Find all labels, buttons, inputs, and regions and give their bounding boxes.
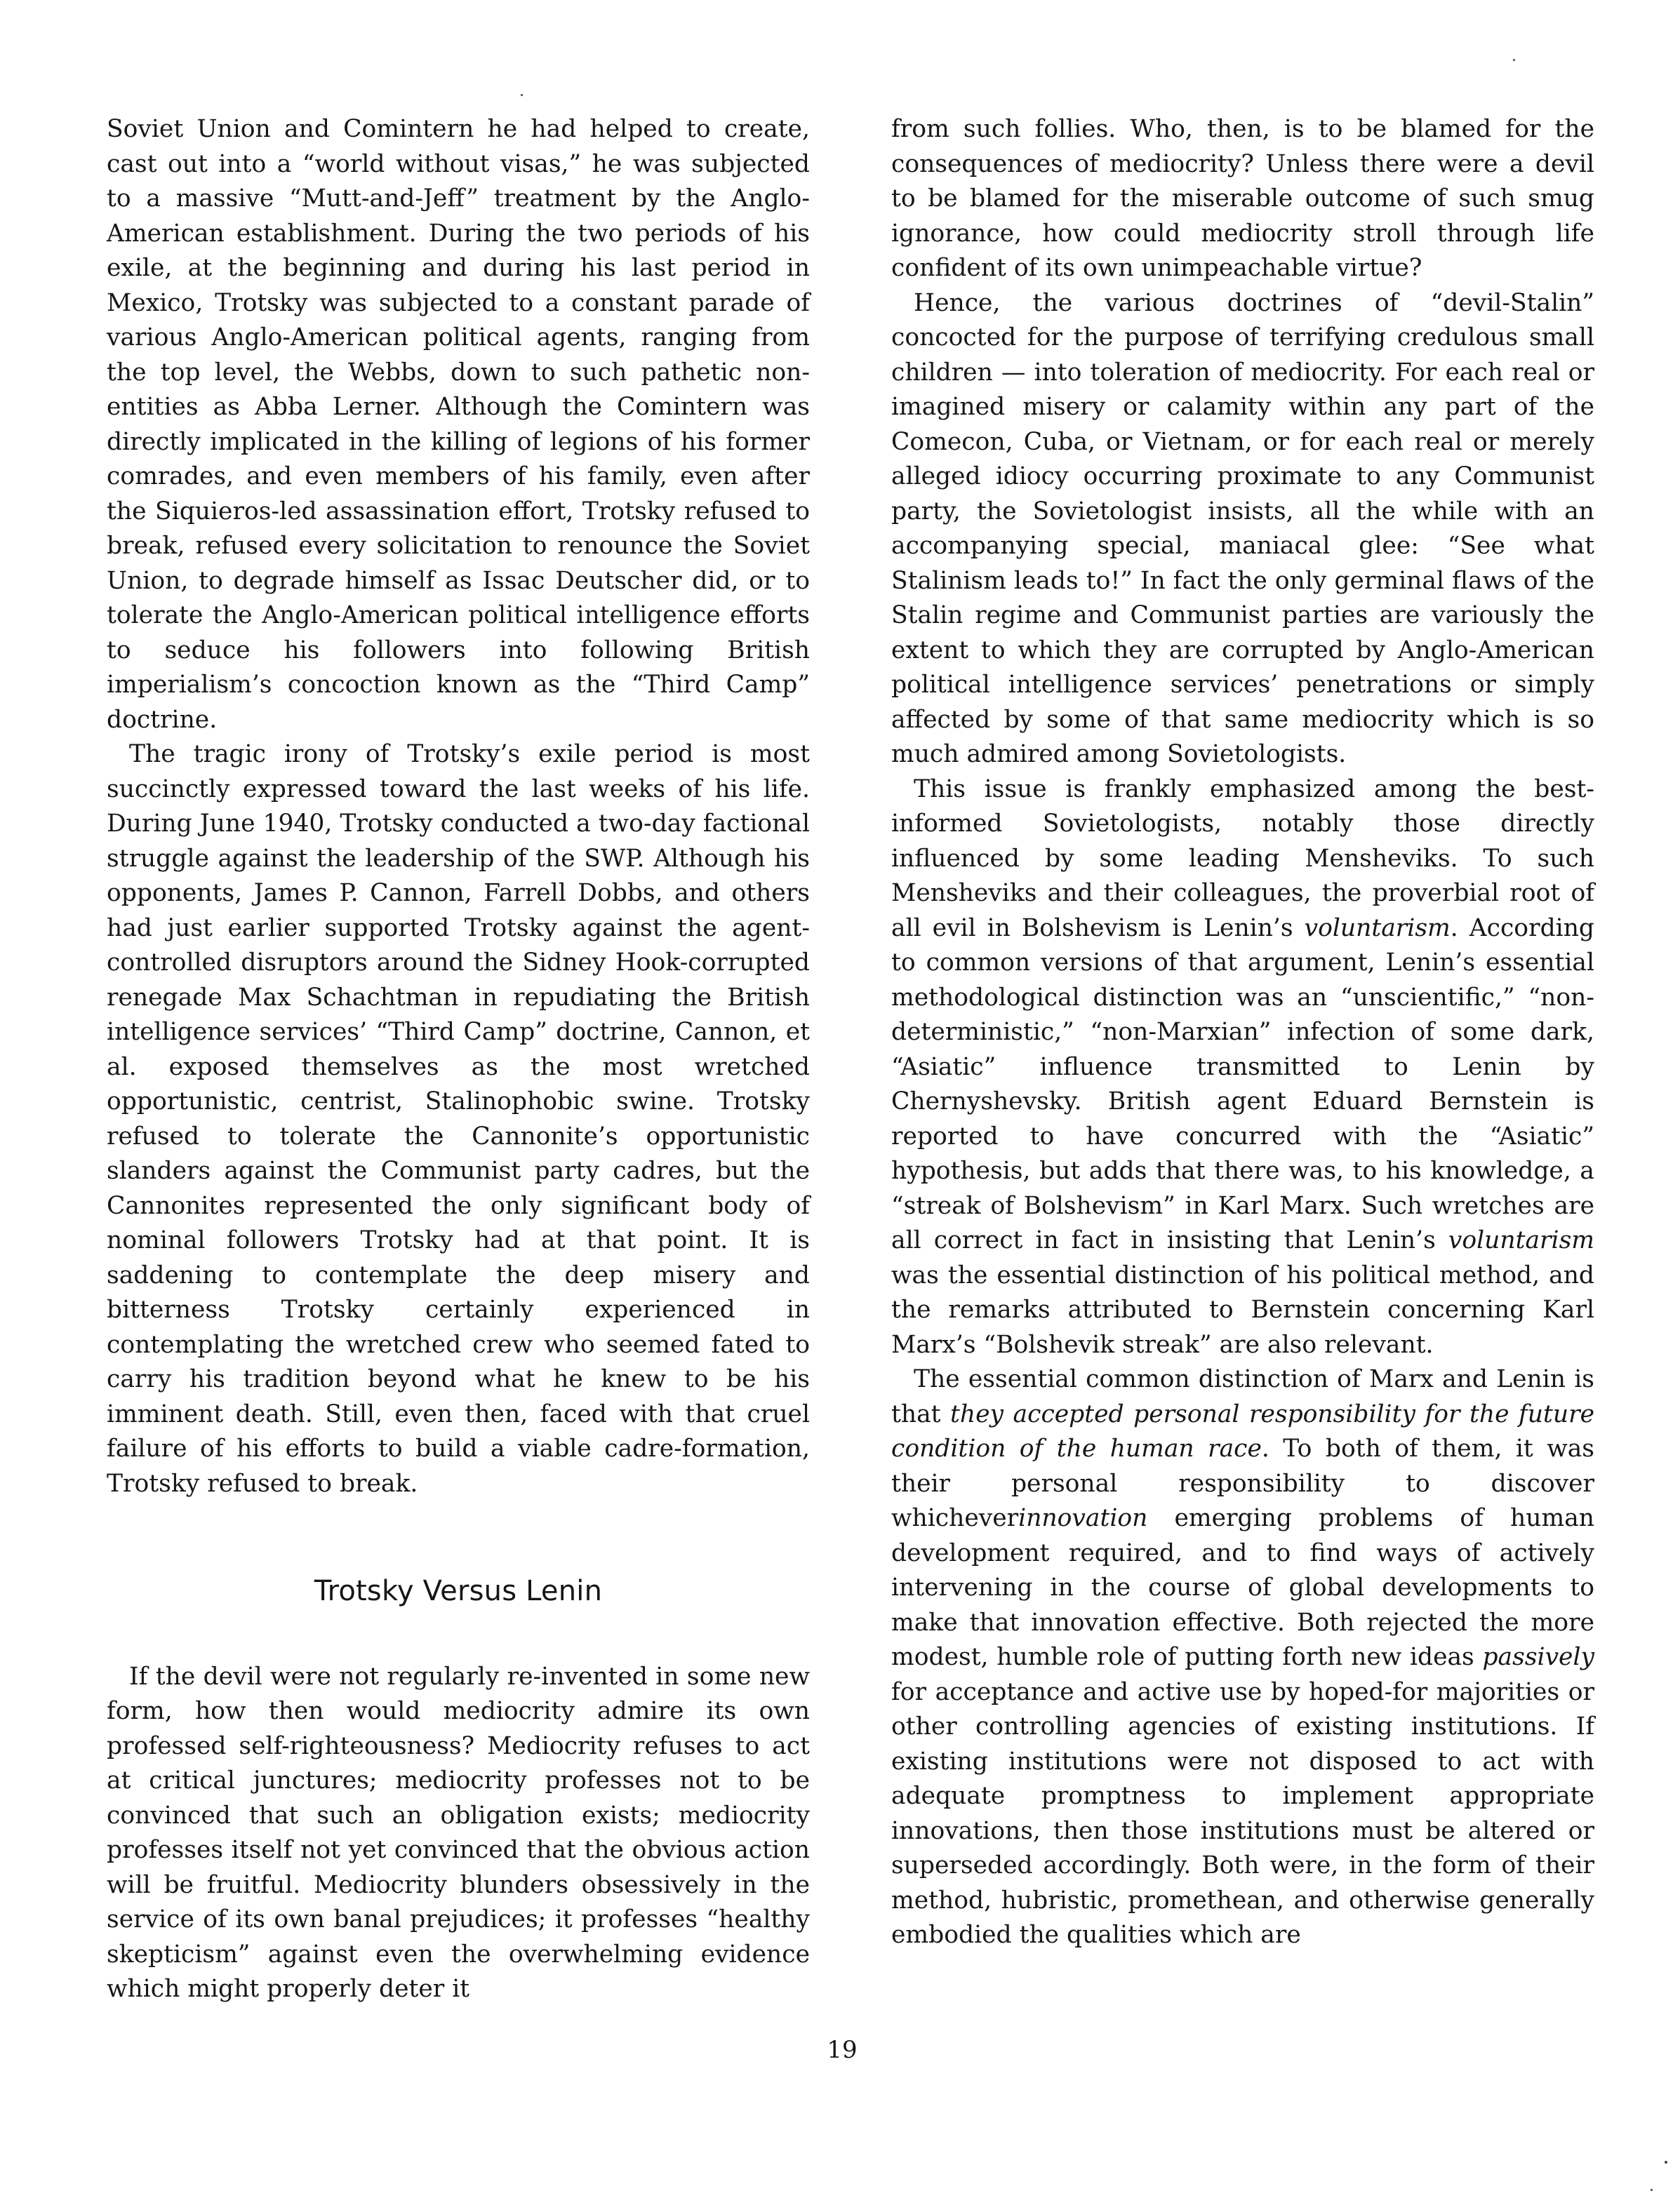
- text-run: . To both of them, it was their personal responsibility to discover whichever: [891, 1435, 1595, 1532]
- emphasis-innovation: innovation: [1018, 1504, 1148, 1532]
- paragraph-devil-reinvented: If the devil were not regularly re-invented in some new form, how then would mediocrity admire its own professed self-righteousness? Mediocrity refuses to act at critical junctures; mediocrity professes not to be convinced that such an obligation exists; mediocrity professes itself not yet convinced that the obvious action will be fruitful. Mediocrity blunders obsessively in the service of its own banal prejudices; it professes “healthy skepticism” against even the overwhelming evidence which might properly deter it: [107, 1662, 810, 2003]
- text-run: for acceptance and active use by hoped-for majorities or other controlling agencies of existing institutions. If existing institutions were not disposed to act with adequate promptness to implement appropriate innovations, then those institutions must be altered or superseded accordingly. Both were, in the form of their method, hubristic, promethean, and otherwise generally embodied the qualities which are: [891, 1677, 1594, 1949]
- paragraph-follies-continuation: from such follies. Who, then, is to be blamed for the consequences of mediocrity? Unless there were a devil to be blamed for the miserable outcome of such smug ignorance, how could mediocrity stroll through life confident of its own unimpeachable virtue?: [891, 115, 1594, 282]
- text-run: was the essential distinction of his political method, and the remarks attributed to Bernstein concerning Karl Marx’s “Bolshevik streak” are also relevant.: [891, 1261, 1594, 1359]
- emphasis-voluntarism: voluntarism: [1448, 1226, 1594, 1254]
- paragraph-tragic-irony: The tragic irony of Trotsky’s exile period is most succinctly expressed toward the last weeks of his life. During June 1940, Trotsky conducted a two-day factional struggle against the leadership of the SWP. Although his opponents, James P. Cannon, Farrell Dobbs, and others had just earlier supported Trotsky against the agent-controlled disruptors around the Sidney Hook-corrupted renegade Max Schachtman in repudiating the British intelligence services’ “Third Camp” doctrine, Cannon, et al. exposed themselves as the most wretched opportunistic, centrist, Stalinophobic swine. Trotsky refused to tolerate the Cannonite’s opportunistic slanders against the Communist party cadres, but the Cannonites represented the only significant body of nominal followers Trotsky had at that point. It is saddening to contemplate the deep misery and bitterness Trotsky certainly experienced in contemplating the wretched crew who seemed fated to carry his tradition beyond what he knew to be his imminent death. Still, even then, faced with that cruel failure of his efforts to build a viable cadre-formation, Trotsky refused to break.: [107, 740, 810, 1498]
- emphasis-passively: passively: [1482, 1643, 1594, 1671]
- text-run: . According to common versions of that argument, Lenin’s essential methodological distinction was an “unscientific,” “non-deterministic,” “non-Marxian” infection of some dark, “Asiatic” influence transmitted to Lenin by Chernyshevsky. British agent Eduard Bernstein is reported to have concurred with the “Asiatic” hypothesis, but adds that there was, to his knowledge, a “streak of Bolshevism” in Karl Marx. Such wretches are all correct in fact in insisting that Lenin’s: [891, 913, 1594, 1254]
- section-heading: Trotsky Versus Lenin: [314, 1575, 603, 1607]
- emphasis-voluntarism: voluntarism: [1304, 913, 1451, 942]
- scan-speck: [1513, 59, 1515, 61]
- scan-speck: [1665, 2161, 1667, 2164]
- paragraph-voluntarism: [891, 772, 1594, 1363]
- text-run: The essential common distinction of Marx and Lenin is that: [891, 1365, 1594, 1428]
- emphasis-responsibility: they accepted personal responsibility for the future condition of the human race: [891, 1400, 1594, 1463]
- page-number: 19: [827, 2036, 858, 2064]
- paragraph-marx-lenin: [891, 1362, 1594, 1953]
- text-run: This issue is frankly emphasized among the best-informed Sovietologists, notably those directly influenced by some leading Mensheviks. To such Mensheviks and their colleagues, the proverbial root of all evil in Bolshevism is Lenin’s: [891, 775, 1594, 942]
- scan-speck: [1651, 2189, 1653, 2191]
- paragraph-exile-continuation: Soviet Union and Comintern he had helped to create, cast out into a “world without visas,” he was subjected to a massive “Mutt-and-Jeff” treatment by the Anglo-American establishment. During the two periods of his exile, at the beginning and during his last period in Mexico, Trotsky was subjected to a constant parade of various Anglo-American political agents, ranging from the top level, the Webbs, down to such pathetic non-entities as Abba Lerner. Although the Comintern was directly implicated in the killing of legions of his former comrades, and even members of his family, even after the Siquieros-led assassination effort, Trotsky refused to break, refused every solicitation to renounce the Soviet Union, to degrade himself as Issac Deutscher did, or to tolerate the Anglo-American political intelligence efforts to seduce his followers into following British imperialism’s concoction known as the “Third Camp” doctrine.: [107, 115, 810, 734]
- left-column: [107, 112, 810, 2007]
- text-run: emerging problems of human development required, and to find ways of actively intervening in the course of global developments to make that innovation effective. Both rejected the more modest, humble role of putting forth new ideas: [891, 1504, 1594, 1671]
- paragraph-devil-stalin: Hence, the various doctrines of “devil-Stalin” concocted for the purpose of terrifying credulous small children — into toleration of mediocrity. For each real or imagined misery or calamity within any part of the Comecon, Cuba, or Vietnam, or for each real or merely alleged idiocy occurring proximate to any Communist party, the Sovietologist insists, all the while with an accompanying special, maniacal glee: “See what Stalinism leads to!” In fact the only germinal flaws of the Stalin regime and Communist parties are variously the extent to which they are corrupted by Anglo-American political intelligence services’ penetrations or simply affected by some of that same mediocrity which is so much admired among Sovietologists.: [891, 288, 1594, 768]
- scan-speck: [521, 94, 523, 96]
- right-column: [891, 112, 1594, 1953]
